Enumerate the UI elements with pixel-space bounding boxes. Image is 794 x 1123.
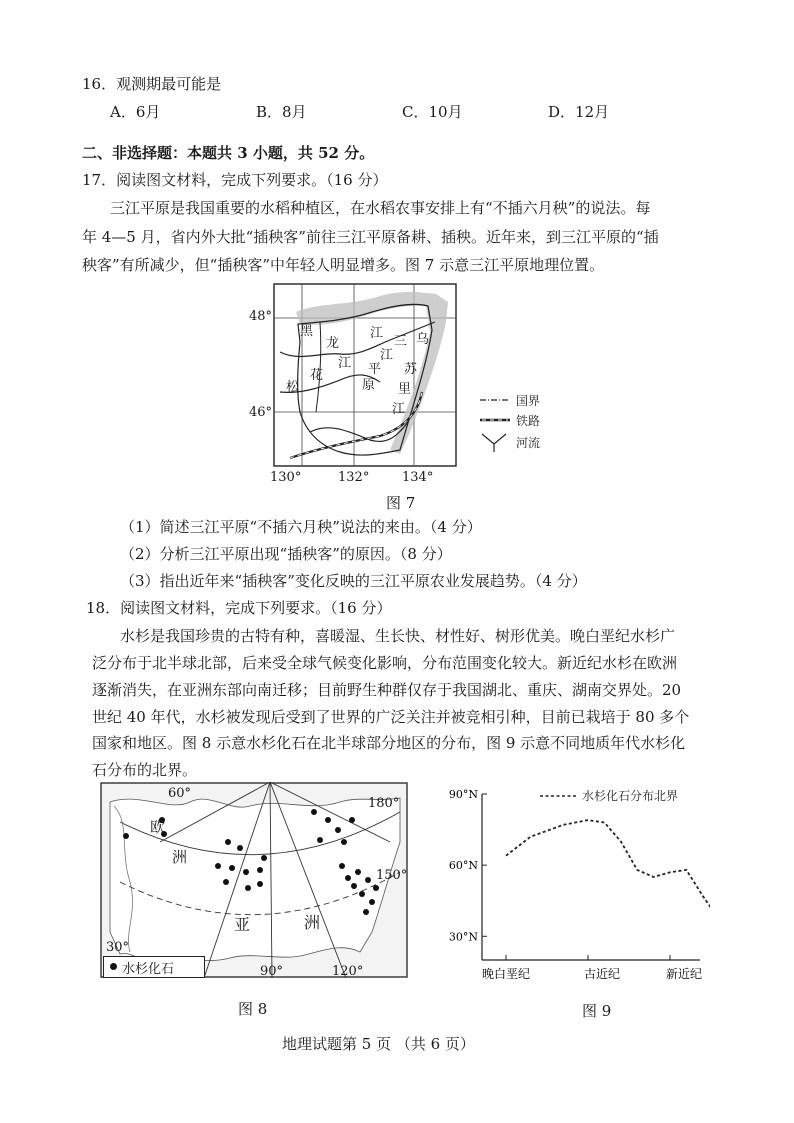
map-label: 黑 — [300, 324, 314, 339]
figure-9-caption: 图 9 — [582, 1002, 612, 1020]
y-tick-label: 60°N — [448, 859, 478, 873]
q16-stem: 16．观测期最可能是 — [82, 75, 222, 93]
section-heading: 二、非选择题：本题共 3 小题，共 52 分。 — [82, 144, 375, 162]
map-lat-label: 48° — [249, 309, 273, 324]
map-label: 里 — [398, 382, 412, 397]
map8-label: 150° — [376, 868, 408, 883]
q18-stem: 18．阅读图文材料，完成下列要求。（16 分） — [86, 599, 392, 617]
q17-subquestion: （1）简述三江平原“不插六月秧”说法的来由。（4 分） — [120, 518, 482, 536]
map8-label: 60° — [168, 786, 192, 801]
x-tick-label: 新近纪 — [665, 967, 703, 981]
series-line — [506, 820, 710, 920]
y-tick-label: 90°N — [448, 788, 478, 801]
page-footer: 地理试题第 5 页 （共 6 页） — [282, 1035, 475, 1053]
x-tick-label: 晚白垩纪 — [481, 967, 531, 981]
map8-label: 180° — [368, 796, 400, 811]
map-label: 原 — [362, 378, 376, 393]
x-tick-label: 古近纪 — [583, 967, 621, 981]
figure-8-caption: 图 8 — [238, 1000, 268, 1018]
map8-legend-label: 水杉化石 — [122, 962, 175, 977]
fossil-dot-icon — [110, 963, 117, 970]
map-label: 江 — [370, 326, 384, 341]
map-label: 江 — [338, 356, 352, 371]
map-label: 松 — [286, 380, 300, 395]
map-lon-label: 132° — [338, 470, 370, 485]
q17-subquestion: （2）分析三江平原出现“插秧客”的原因。（8 分） — [120, 545, 452, 563]
q16-option-d[interactable]: D．12月 — [548, 103, 610, 121]
map-lon-label: 130° — [270, 470, 302, 485]
q18-para-line: 逐渐消失，在亚洲东部向南迁移；目前野生种群仅存于我国湖北、重庆、湖南交界处。20 — [92, 681, 682, 699]
chart-plot-area — [440, 782, 710, 992]
q17-para-line: 三江平原是我国重要的水稻种植区，在水稻农事安排上有“不插六月秧”的说法。每 — [110, 199, 651, 217]
q18-para-line: 世纪 40 年代，水杉被发现后受到了世界的广泛关注并被竞相引种，目前已栽培于 80 多个 — [92, 708, 690, 726]
map8-label: 90° — [260, 964, 284, 979]
map8-label: 30° — [106, 940, 130, 955]
map-label: 乌 — [416, 332, 430, 347]
map-label: 龙 — [326, 336, 340, 351]
map8-label: 欧 — [150, 818, 166, 836]
figure-7-map — [240, 282, 570, 492]
q17-stem: 17．阅读图文材料，完成下列要求。（16 分） — [82, 171, 388, 189]
q18-para-line: 石分布的北界。 — [92, 761, 198, 779]
map8-label: 120° — [332, 964, 364, 979]
map-label: 江 — [392, 402, 406, 417]
q16-option-b[interactable]: B．8月 — [256, 103, 307, 121]
map8-label: 洲 — [304, 913, 321, 932]
map8-label: 亚 — [234, 915, 251, 934]
map8-label: 洲 — [172, 848, 188, 866]
map-lon-label: 134° — [402, 470, 434, 485]
q17-para-line: 年 4—5 月，省内外大批“插秧客”前往三江平原备耕、插秧。近年来，到三江平原的“插 — [82, 228, 659, 246]
q16-option-a[interactable]: A．6月 — [110, 103, 161, 121]
legend-railway: 铁路 — [516, 414, 541, 428]
legend-river: 河流 — [516, 436, 541, 450]
q16-option-c[interactable]: C．10月 — [402, 103, 463, 121]
q18-para-line: 国家和地区。图 8 示意水杉化石在北半球部分地区的分布，图 9 示意不同地质年代水杉化 — [92, 734, 686, 752]
legend-border: 国界 — [516, 394, 541, 408]
map-label: 苏 — [404, 362, 418, 377]
q17-para-line: 秧客”有所减少，但“插秧客”中年轻人明显增多。图 7 示意三江平原地理位置。 — [82, 256, 605, 274]
map-lat-label: 46° — [249, 405, 273, 420]
map-label: 花 — [310, 368, 324, 383]
map-label: 江 — [380, 348, 394, 363]
figure-7-caption: 图 7 — [386, 494, 416, 512]
figure-8-map — [100, 782, 410, 980]
y-tick-label: 30°N — [448, 930, 478, 944]
legend-label: 水杉化石分布北界 — [582, 789, 679, 803]
map-label: 平 — [368, 362, 382, 377]
q18-para-line: 泛分布于北半球北部，后来受全球气候变化影响，分布范围变化较大。新近纪水杉在欧洲 — [92, 654, 678, 672]
q18-para-line: 水杉是我国珍贵的古特有种，喜暖湿、生长快、材性好、树形优美。晚白垩纪水杉广 — [120, 627, 676, 645]
figure-9-chart — [440, 782, 710, 992]
map8-legend — [103, 956, 205, 978]
q17-subquestion: （3）指出近年来“插秧客”变化反映的三江平原农业发展趋势。（4 分） — [120, 572, 587, 590]
map-label: 三 — [394, 334, 408, 349]
